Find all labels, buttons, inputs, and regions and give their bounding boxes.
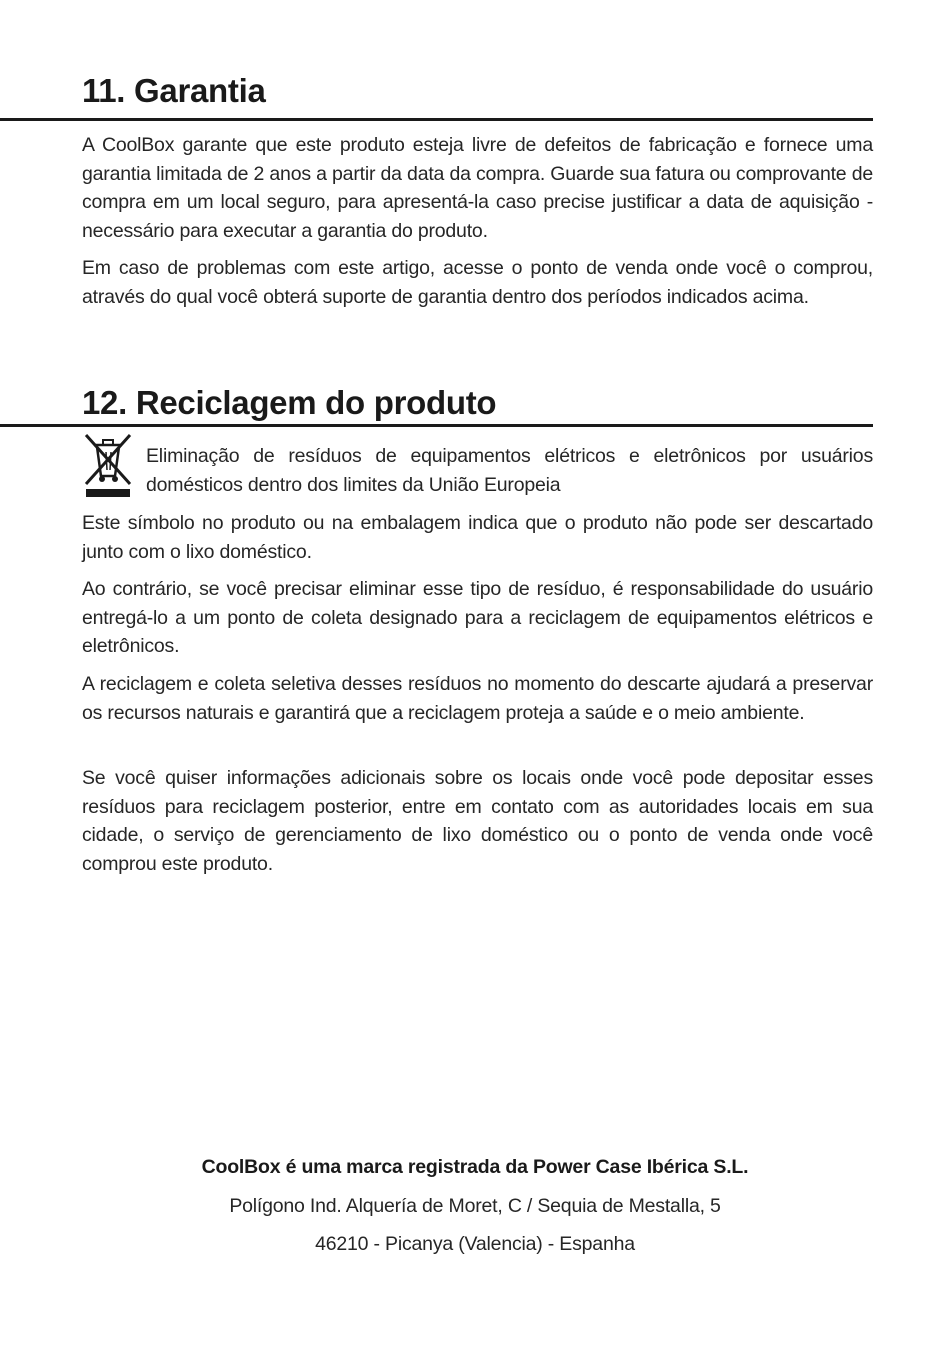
recycling-paragraph-4: Se você quiser informações adicionais sobre os locais onde você pode depositar esses resíduos para reciclagem posterior, entre em contato com as autoridades locais em sua cidade, o serviço de gerenciamento de lixo doméstico ou o ponto de venda onde você comprou este produto. — [82, 767, 873, 875]
weee-crossed-bin-icon — [82, 432, 134, 498]
footer-brand-line: CoolBox é uma marca registrada da Power Case Ibérica S.L. — [201, 1156, 749, 1178]
warranty-paragraph-1: A CoolBox garante que este produto esteja livre de defeitos de fabricação e fornece uma garantia limitada de 2 anos a partir da data da compra. Guarde sua fatura ou comprovante de compra em um local seguro, para apresentá-la caso precise justificar a data de aquisição - necessário para executar a garantia do produto. — [82, 134, 873, 242]
section-title-warranty: 11. Garantia — [82, 72, 266, 109]
warranty-paragraph-2: Em caso de problemas com este artigo, acesse o ponto de venda onde você o comprou, através do qual você obterá suporte de garantia dentro dos períodos indicados acima. — [82, 257, 873, 308]
section-divider-warranty — [0, 118, 873, 121]
recycling-paragraph-2: Ao contrário, se você precisar eliminar esse tipo de resíduo, é responsabilidade do usuário entregá-lo a um ponto de coleta designado para a reciclagem de equipamentos elétricos e eletrônicos. — [82, 578, 873, 657]
section-divider-recycling — [0, 424, 873, 427]
recycling-paragraph-3: A reciclagem e coleta seletiva desses resíduos no momento do descarte ajudará a preservar os recursos naturais e garantirá que a reciclagem proteja a saúde e o meio ambiente. — [82, 673, 873, 724]
recycling-paragraph-1: Este símbolo no produto ou na embalagem indica que o produto não pode ser descartado junto com o lixo doméstico. — [82, 512, 873, 563]
footer-address-line: Polígono Ind. Alquería de Moret, C / Sequia de Mestalla, 5 — [229, 1195, 721, 1217]
section-title-recycling: 12. Reciclagem do produto — [82, 384, 497, 421]
footer-city-line: 46210 - Picanya (Valencia) - Espanha — [315, 1233, 635, 1255]
weee-caption: Eliminação de resíduos de equipamentos elétricos e eletrônicos por usuários domésticos dentro dos limites da União Europeia — [146, 445, 873, 496]
